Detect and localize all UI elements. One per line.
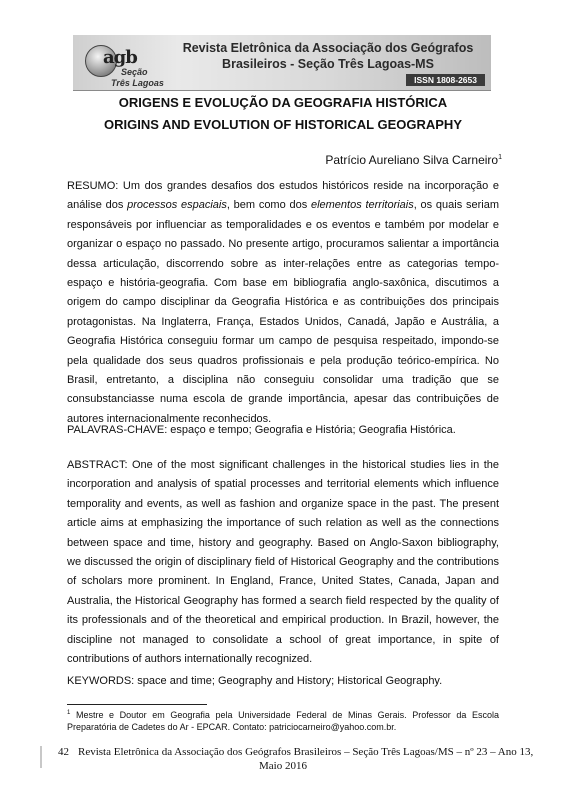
journal-logo xyxy=(83,43,173,88)
footer-citation-line-2: Maio 2016 xyxy=(259,760,307,772)
footnote-text: Mestre e Doutor em Geografia pela Universidade Federal de Minas Gerais. Professor da Escola Preparatória de Cadetes do Ar - EPCAR. Contato: patriciocarneiro@yahoo.com.br. xyxy=(67,710,499,732)
logo-subtitle-1: Seção xyxy=(121,67,148,77)
logo-letters: agb xyxy=(103,47,137,68)
footnote xyxy=(67,708,499,733)
resumo-text-3: , os quais seriam responsáveis por influenciar as temporalidades e os eventos e também por modelar e organizar o espaço no passado. No presente artigo, procuramos salientar a importância dessa articulação, discorrendo sobre as inter-relações entre as categorias tempo-espaço e história-geografia. Com base em bibliografia anglo-saxônica, discutimos a origem do campo disciplinar da Geografia Histórica e as contribuições dos principais protagonistas. Na Inglaterra, França, Estados Unidos, Canadá, Japão e Austrália, a Geografia Histórica conseguiu formar um campo de pesquisa respeitado, impondo-se pela qualidade dos seus quadros profissionais e pela produção teórico-empírica. No Brasil, entretanto, a disciplina não conseguiu consolidar uma tradição que se consubstanciasse numa escola de grande importância, apesar das contribuições de autores internacionalmente reconhecidos. xyxy=(67,199,499,425)
author-text: Patrício Aureliano Silva Carneiro xyxy=(325,153,499,167)
journal-title-line-2: Brasileiros - Seção Três Lagoas-MS xyxy=(222,57,434,71)
footnote-mark: 1 xyxy=(67,710,71,716)
journal-banner xyxy=(73,35,491,91)
article-title-pt: ORIGENS E EVOLUÇÃO DA GEOGRAFIA HISTÓRICA xyxy=(118,95,448,110)
author-name xyxy=(325,153,502,167)
issn-badge: ISSN 1808-2653 xyxy=(406,74,485,86)
resumo-text-2: , bem como dos xyxy=(226,199,311,212)
footnote-divider xyxy=(67,704,207,705)
resumo-italic-1: processos espaciais xyxy=(127,199,227,212)
resumo-paragraph xyxy=(67,177,499,429)
footer-citation-line-1: Revista Eletrônica da Associação dos Geógrafos Brasileiros – Seção Três Lagoas/MS – nº 23 – Ano 13, xyxy=(78,746,534,758)
resumo-italic-2: elementos territoriais xyxy=(310,199,414,212)
abstract-paragraph: ABSTRACT: One of the most significant challenges in the historical studies lies in the incorporation and analysis of spatial processes and territorial elements which influence temporality and events, as well as fashion and organize space in the past. The present article aims at emphasizing the importance of such relation as well as the connections between space and time, history and geography. Based on Anglo-Saxon bibliography, we discussed the origin of disciplinary field of Historical Geography and the contributions of scholars more prominent. In England, France, United States, Canada, Japan and Australia, the Historical Geography has formed a search field respected by the quality of its professionals and of the theoretical and empirical production. In Brazil, however, the discipline not managed to consolidate a school of great importance, in spite of contributions of authors internationally recognized. xyxy=(67,459,499,666)
author-footnote-mark: 1 xyxy=(498,154,502,161)
logo-subtitle-2: Três Lagoas xyxy=(111,78,164,88)
palavras-chave: PALAVRAS-CHAVE: espaço e tempo; Geografia e História; Geografia Histórica. xyxy=(67,424,456,436)
keywords: KEYWORDS: space and time; Geography and History; Historical Geography. xyxy=(67,675,443,687)
journal-title-line-1: Revista Eletrônica da Associação dos Geógrafos xyxy=(182,41,474,55)
page-number: 42 xyxy=(58,746,69,758)
resumo-text-1: RESUMO: Um dos grandes desafios dos estudos históricos reside na incorporação e análise dos xyxy=(67,180,499,212)
article-title-en: ORIGINS AND EVOLUTION OF HISTORICAL GEOGRAPHY xyxy=(103,117,462,132)
